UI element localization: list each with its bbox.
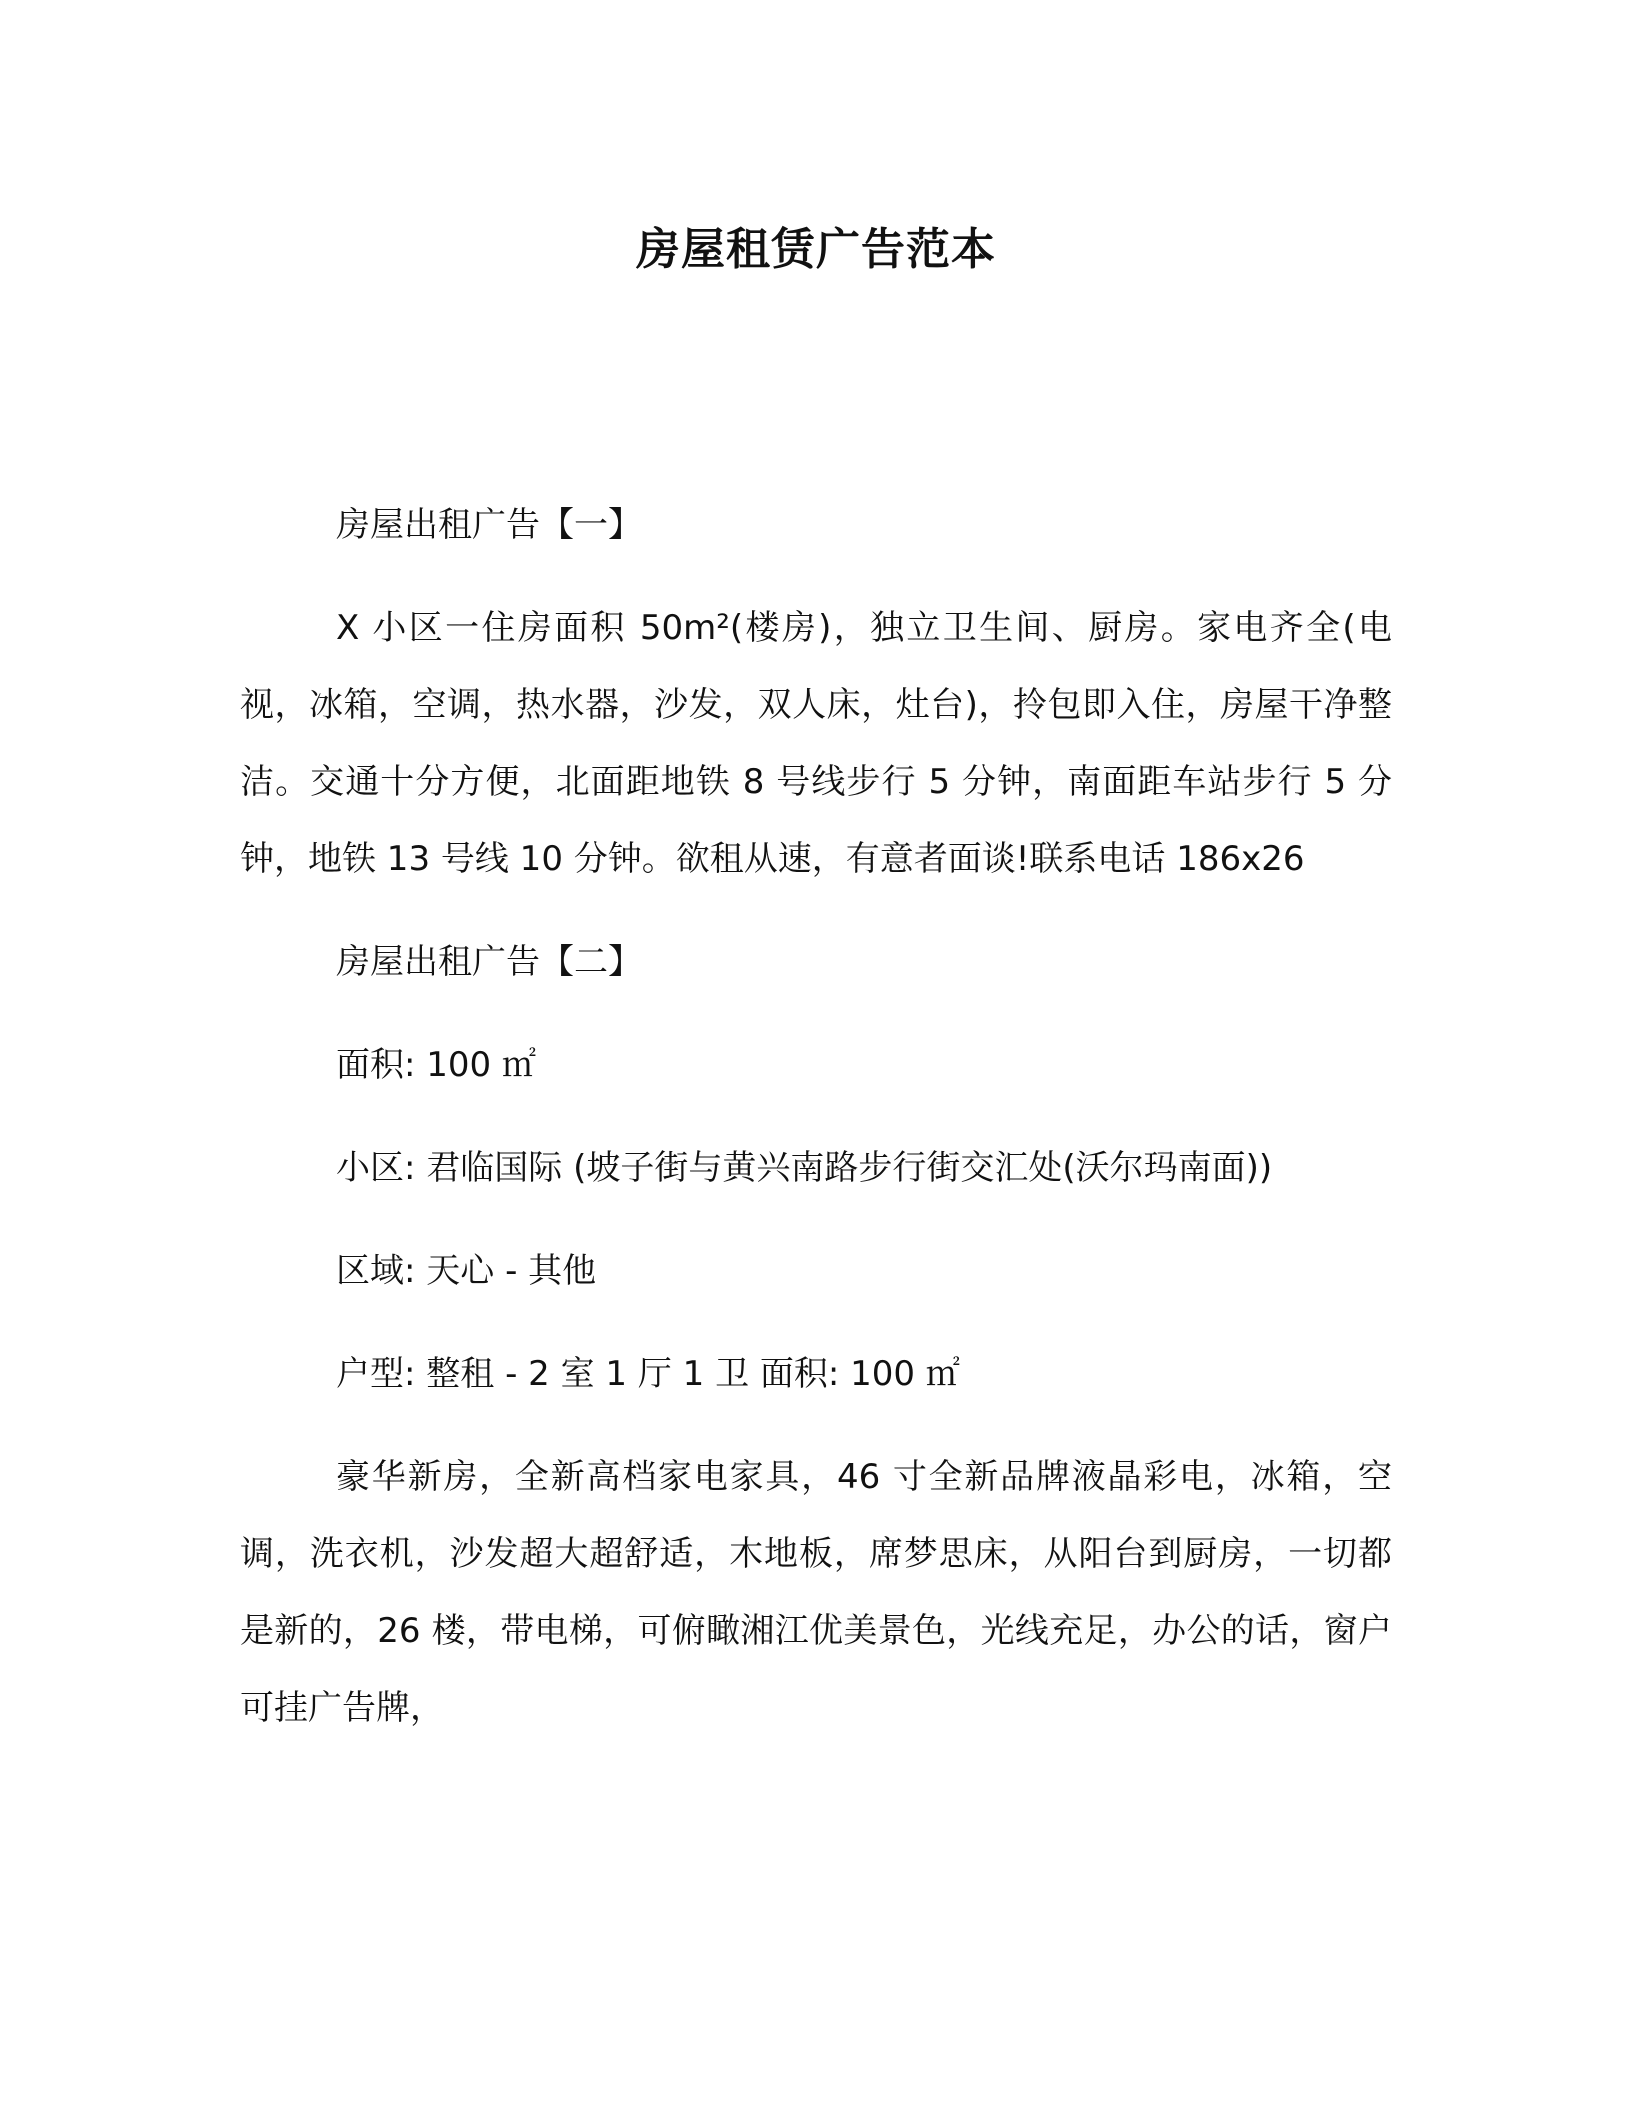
section-2-community: 小区: 君临国际 (坡子街与黄兴南路步行街交汇处(沃尔玛南面)) [336, 1148, 1273, 1188]
section-2-description: 豪华新房，全新高档家电家具，46 寸全新品牌液晶彩电，冰箱，空调，洗衣机，沙发超大超舒适，木地板，席梦思床，从阳台到厨房，一切都是新的，26 楼，带电梯，可俯瞰湘江优美景色，光线充足，办公的话，窗户可挂广告牌， [240, 1457, 1392, 1728]
section-1-heading: 房屋出租广告【一】 [336, 505, 642, 545]
document-body [240, 487, 1392, 1773]
document-title: 房屋租赁广告范本 [636, 224, 996, 275]
section-2-layout: 户型: 整租 - 2 室 1 厅 1 卫 面积: 100 ㎡ [336, 1354, 960, 1394]
section-1-body: X 小区一住房面积 50m²(楼房)，独立卫生间、厨房。家电齐全(电视，冰箱，空调，热水器，沙发，双人床，灶台)，拎包即入住，房屋干净整洁。交通十分方便，北面距地铁 8 号线步行 5 分钟，南面距车站步行 5 分钟，地铁 13 号线 10 分钟。欲租从速，有意者面谈!联系电话 186x26 [240, 608, 1392, 879]
section-2-area: 面积: 100 ㎡ [336, 1045, 536, 1085]
section-2-heading: 房屋出租广告【二】 [336, 942, 642, 982]
section-2-region: 区域: 天心 - 其他 [336, 1251, 597, 1291]
